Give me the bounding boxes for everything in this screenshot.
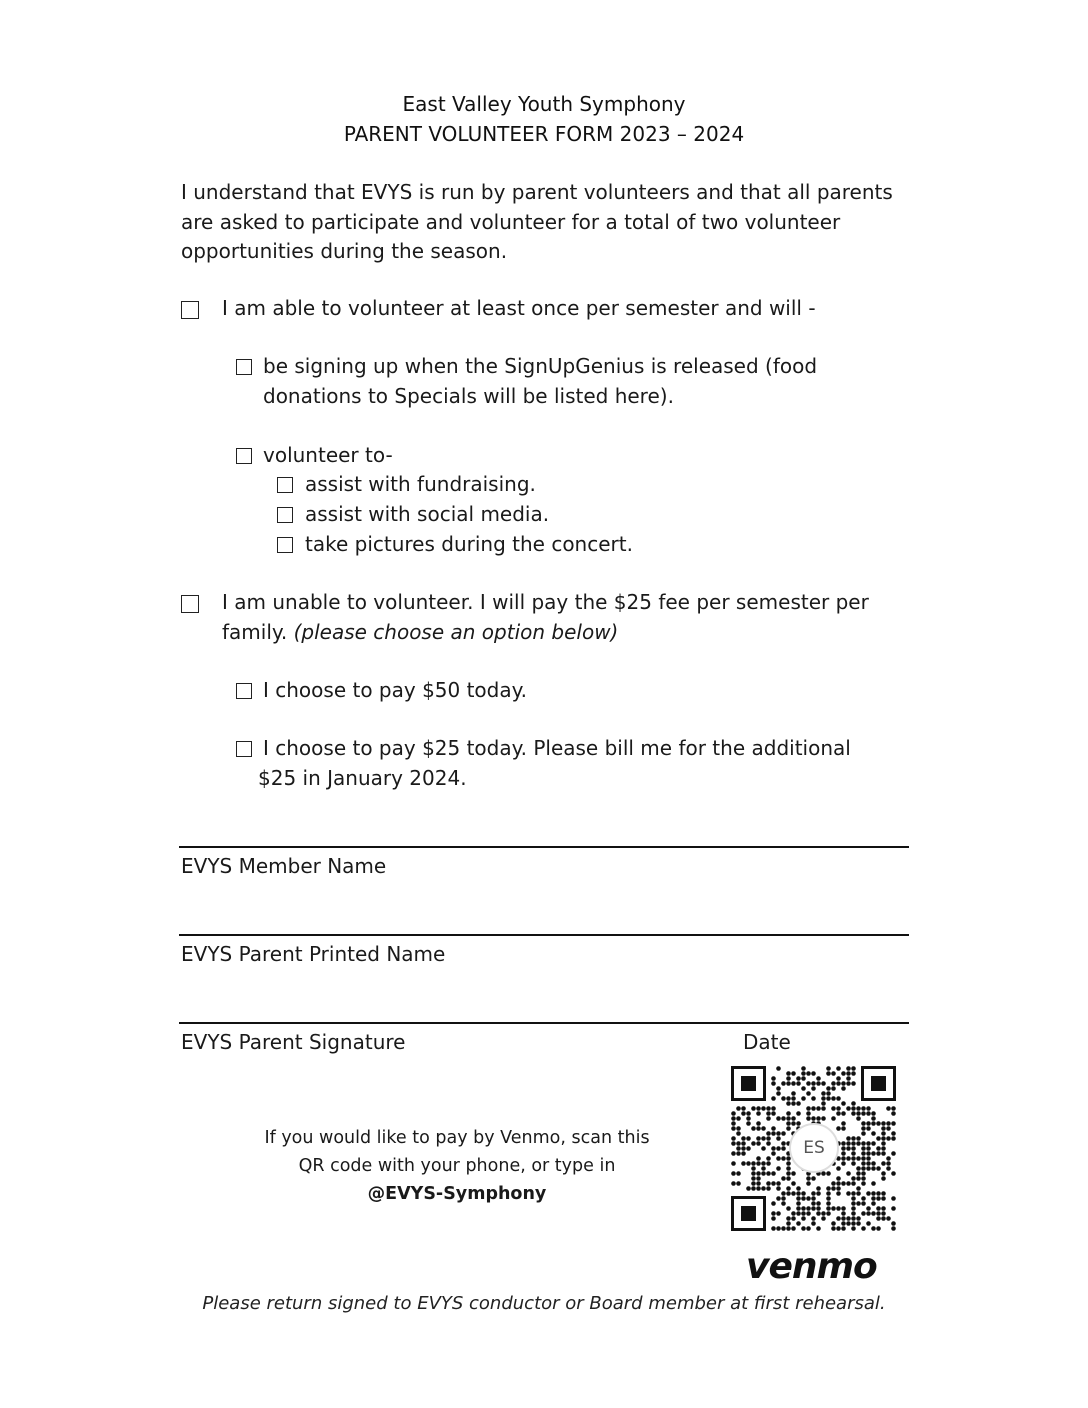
pay-half-checkbox[interactable] [236,741,252,757]
signature-line[interactable] [179,1022,909,1024]
signature-label: EVYS Parent Signature [181,1030,406,1054]
signup-option-line1: be signing up when the SignUpGenius is released (food [263,354,818,378]
intro-line: are asked to participate and volunteer for a total of two volunteer [181,209,841,234]
venmo-line1: If you would like to pay by Venmo, scan this [264,1128,650,1148]
date-label: Date [743,1030,791,1054]
volunteer-to-checkbox[interactable] [236,448,252,464]
intro-line: opportunities during the season. [181,239,508,263]
social-media-checkbox[interactable] [277,507,293,523]
unable-option-line2 [222,620,618,644]
pay-full-checkbox[interactable] [236,683,252,699]
venmo-handle: @EVYS-Symphony [367,1184,547,1204]
unable-option-note: (please choose an option below) [293,620,619,644]
footer-note: Please return signed to EVYS conductor or Board member at first rehearsal. [202,1293,886,1314]
signup-option-line2: donations to Specials will be listed here). [263,384,674,408]
unable-checkbox[interactable] [181,595,199,613]
fundraising-label: assist with fundraising. [305,472,536,496]
intro-line: I understand that EVYS is run by parent volunteers and that all parents [181,180,893,204]
intro-paragraph [181,178,911,267]
pictures-checkbox[interactable] [277,537,293,553]
unable-option-line1: I am unable to volunteer. I will pay the $25 fee per semester per [222,590,869,614]
form-title: PARENT VOLUNTEER FORM 2023 – 2024 [343,122,745,146]
pay-half-line2: $25 in January 2024. [258,766,467,790]
venmo-instructions [107,1124,807,1208]
unable-option-prefix: family. [222,620,294,644]
volunteer-to-label: volunteer to- [263,443,393,467]
volunteer-option-label: I am able to volunteer at least once per semester and will - [222,296,816,320]
org-name: East Valley Youth Symphony [402,92,686,116]
member-name-label: EVYS Member Name [181,854,387,878]
signup-checkbox[interactable] [236,359,252,375]
pay-full-label: I choose to pay $50 today. [263,678,527,702]
venmo-line2: QR code with your phone, or type in [298,1156,616,1176]
parent-name-label: EVYS Parent Printed Name [181,942,446,966]
pictures-label: take pictures during the concert. [305,532,633,556]
qr-badge: ES [789,1123,839,1173]
venmo-qr-code[interactable] [731,1066,896,1231]
fundraising-checkbox[interactable] [277,477,293,493]
member-name-line[interactable] [179,846,909,848]
volunteer-checkbox[interactable] [181,301,199,319]
social-media-label: assist with social media. [305,502,550,526]
pay-half-line1: I choose to pay $25 today. Please bill me for the additional [263,736,851,760]
venmo-logo: venmo [746,1246,877,1287]
parent-name-line[interactable] [179,934,909,936]
